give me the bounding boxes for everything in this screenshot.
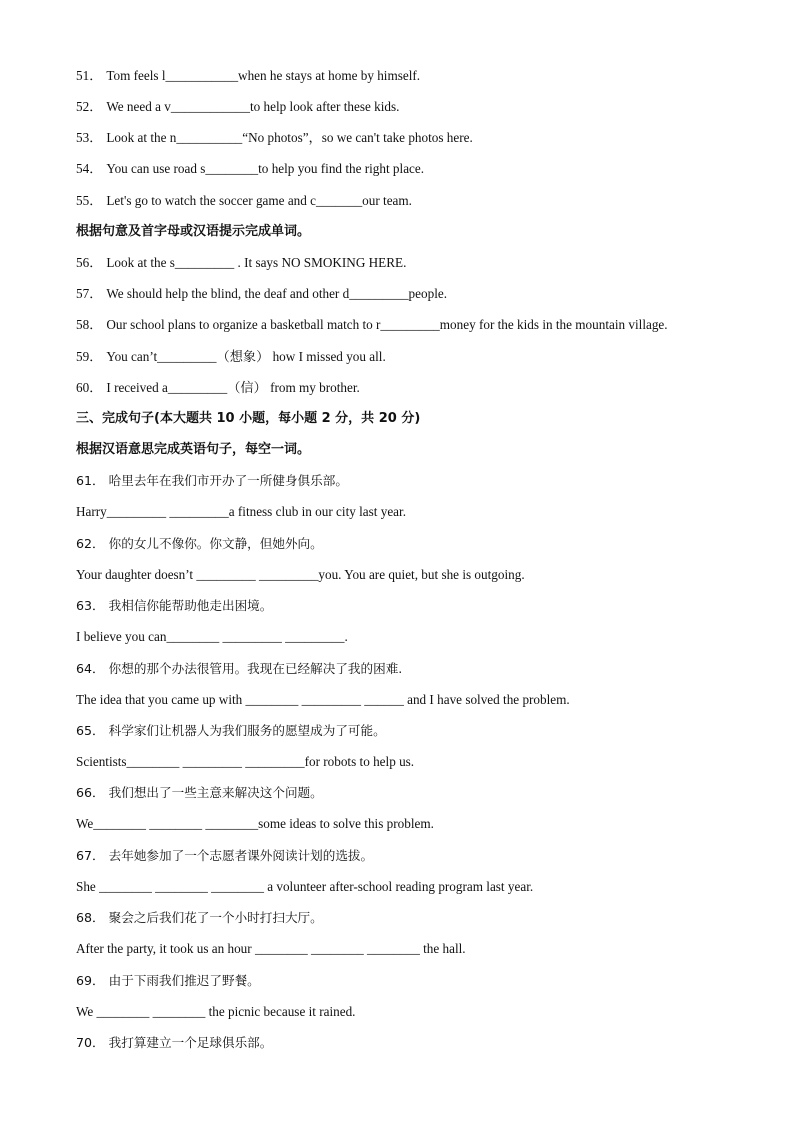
question-52: 52． We need a v____________to help look after these kids. (76, 99, 400, 114)
question-61-prompt: 61． 哈里去年在我们市开办了一所健身俱乐部。 (76, 473, 348, 488)
question-67-prompt: 67． 去年她参加了一个志愿者课外阅读计划的选拔。 (76, 848, 374, 863)
question-63-prompt: 63． 我相信你能帮助他走出困境。 (76, 598, 273, 613)
question-59: 59． You can’t_________（想象） how I missed you all. (76, 349, 386, 364)
question-68-prompt: 68． 聚会之后我们花了一个小时打扫大厅。 (76, 910, 323, 925)
question-58: 58． Our school plans to organize a basketball match to r_________money for the kids in the mountain village. (76, 317, 668, 332)
question-51: 51． Tom feels l___________when he stays at home by himself. (76, 68, 421, 83)
question-62-prompt: 62． 你的女儿不像你。你文静，但她外向。 (76, 536, 323, 551)
question-64-answer: The idea that you came up with ________ _________ ______ and I have solved the problem. (76, 692, 570, 707)
question-64-prompt: 64． 你想的那个办法很管用。我现在已经解决了我的困难. (76, 661, 403, 676)
question-66-answer: We________ ________ ________some ideas to solve this problem. (76, 816, 434, 831)
question-67-answer: She ________ ________ ________ a volunteer after-school reading program last year. (76, 879, 534, 894)
question-63-answer: I believe you can________ _________ _________. (76, 629, 348, 644)
question-62-answer: Your daughter doesn’t _________ _________you. You are quiet, but she is outgoing. (76, 567, 525, 582)
question-53: 53． Look at the n__________“No photos”，so we can't take photos here. (76, 130, 473, 145)
question-70-prompt: 70． 我打算建立一个足球俱乐部。 (76, 1035, 273, 1050)
section-instruction-words: 根据句意及首字母或汉语提示完成单词。 (76, 224, 311, 239)
question-65-prompt: 65． 科学家们让机器人为我们服务的愿望成为了可能。 (76, 723, 386, 738)
question-60: 60． I received a_________（信） from my brother. (76, 380, 360, 395)
question-65-answer: Scientists________ _________ _________for robots to help us. (76, 754, 415, 769)
question-55: 55． Let's go to watch the soccer game and c_______our team. (76, 193, 412, 208)
section-instruction-sentences: 根据汉语意思完成英语句子，每空一词。 (76, 442, 311, 457)
question-68-answer: After the party, it took us an hour ________ ________ ________ the hall. (76, 941, 466, 956)
question-61-answer: Harry_________ _________a fitness club in our city last year. (76, 504, 406, 519)
section-heading-3: 三、完成句子(本大题共 10 小题，每小题 2 分，共 20 分) (76, 411, 421, 426)
question-57: 57． We should help the blind, the deaf and other d_________people. (76, 286, 448, 301)
question-69-prompt: 69． 由于下雨我们推迟了野餐。 (76, 973, 260, 988)
question-56: 56． Look at the s_________ . It says NO SMOKING HERE. (76, 255, 407, 270)
question-54: 54． You can use road s________to help you find the right place. (76, 161, 425, 176)
question-66-prompt: 66． 我们想出了一些主意来解决这个问题。 (76, 785, 323, 800)
question-69-answer: We ________ ________ the picnic because it rained. (76, 1004, 356, 1019)
